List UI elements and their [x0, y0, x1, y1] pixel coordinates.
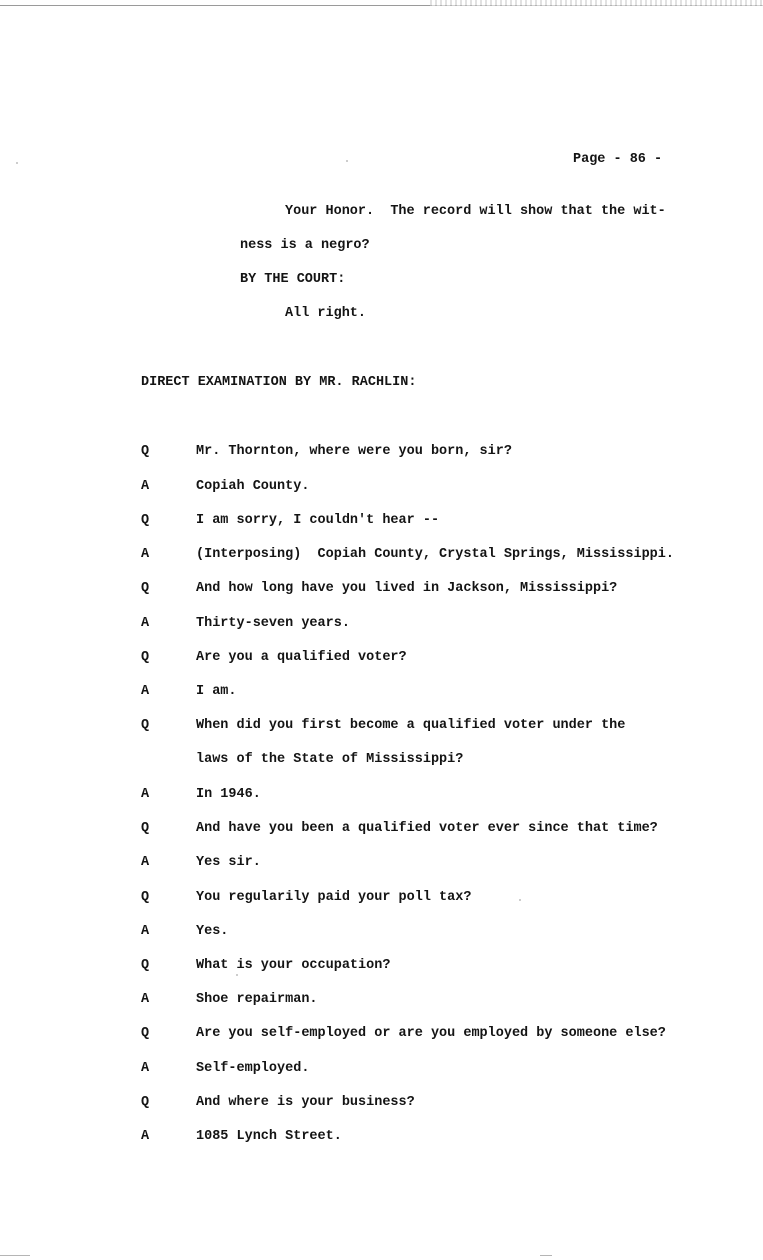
speaker-label: Q — [141, 821, 150, 836]
testimony-line — [0, 924, 763, 940]
speaker-label: A — [141, 855, 150, 870]
testimony-line — [0, 444, 763, 460]
speaker-label: A — [141, 1061, 150, 1076]
speaker-label: Q — [141, 650, 150, 665]
testimony-text: Yes sir. — [196, 855, 261, 870]
intro-line-1: Your Honor. The record will show that the wit- — [285, 204, 666, 219]
testimony-line — [0, 513, 763, 529]
speaker-label: A — [141, 992, 150, 1007]
scan-speck — [346, 160, 348, 162]
top-scan-noise — [430, 0, 763, 6]
testimony-line — [0, 650, 763, 666]
testimony-text: Are you a qualified voter? — [196, 650, 407, 665]
testimony-text: What is your occupation? — [196, 958, 391, 973]
testimony-line — [0, 992, 763, 1008]
intro-line-2: ness is a negro? — [240, 238, 370, 253]
speaker-label: Q — [141, 718, 150, 733]
testimony-text: Mr. Thornton, where were you born, sir? — [196, 444, 512, 459]
bottom-edge-mark — [0, 1255, 30, 1256]
testimony-line — [0, 1095, 763, 1111]
bottom-edge-mark — [540, 1255, 552, 1256]
testimony-text: Thirty-seven years. — [196, 616, 350, 631]
testimony-line — [0, 787, 763, 803]
testimony-text: And have you been a qualified voter ever since that time? — [196, 821, 658, 836]
testimony-text: In 1946. — [196, 787, 261, 802]
scan-speck — [16, 162, 18, 164]
testimony-text: (Interposing) Copiah County, Crystal Springs, Mississippi. — [196, 547, 674, 562]
testimony-line — [0, 616, 763, 632]
testimony-line — [0, 547, 763, 563]
testimony-line — [0, 958, 763, 974]
testimony-text: And how long have you lived in Jackson, Mississippi? — [196, 581, 618, 596]
testimony-line — [0, 855, 763, 871]
speaker-label: A — [141, 547, 150, 562]
speaker-label: Q — [141, 513, 150, 528]
testimony-line — [0, 1061, 763, 1077]
speaker-label: Q — [141, 581, 150, 596]
testimony-line — [0, 752, 763, 768]
court-response: All right. — [285, 306, 367, 321]
speaker-label: Q — [141, 890, 150, 905]
speaker-label: Q — [141, 444, 150, 459]
speaker-label: A — [141, 787, 150, 802]
testimony-line — [0, 1026, 763, 1042]
testimony-text: Shoe repairman. — [196, 992, 318, 1007]
speaker-label: A — [141, 924, 150, 939]
testimony-text: 1085 Lynch Street. — [196, 1129, 342, 1144]
testimony-text: Copiah County. — [196, 479, 310, 494]
testimony-line — [0, 684, 763, 700]
court-heading: BY THE COURT: — [240, 272, 346, 287]
testimony-text: When did you first become a qualified voter under the — [196, 718, 626, 733]
testimony-text: Are you self-employed or are you employed by someone else? — [196, 1026, 666, 1041]
speaker-label: A — [141, 1129, 150, 1144]
speaker-label: Q — [141, 1095, 150, 1110]
testimony-line — [0, 890, 763, 906]
testimony-text: I am. — [196, 684, 237, 699]
testimony-line — [0, 821, 763, 837]
page-number: Page - 86 - — [573, 152, 663, 167]
testimony-line — [0, 718, 763, 734]
speaker-label: A — [141, 479, 150, 494]
testimony-line — [0, 479, 763, 495]
testimony-text: I am sorry, I couldn't hear -- — [196, 513, 440, 528]
testimony-text: laws of the State of Mississippi? — [196, 752, 464, 767]
speaker-label: A — [141, 616, 150, 631]
testimony-text: Self-employed. — [196, 1061, 310, 1076]
testimony-line — [0, 1129, 763, 1145]
section-heading: DIRECT EXAMINATION BY MR. RACHLIN: — [141, 375, 417, 390]
speaker-label: A — [141, 684, 150, 699]
testimony-line — [0, 581, 763, 597]
scan-speck — [519, 899, 521, 901]
testimony-text: And where is your business? — [196, 1095, 415, 1110]
testimony-text: Yes. — [196, 924, 229, 939]
speaker-label: Q — [141, 958, 150, 973]
speaker-label: Q — [141, 1026, 150, 1041]
scan-speck — [236, 974, 238, 976]
testimony-text: You regularily paid your poll tax? — [196, 890, 472, 905]
